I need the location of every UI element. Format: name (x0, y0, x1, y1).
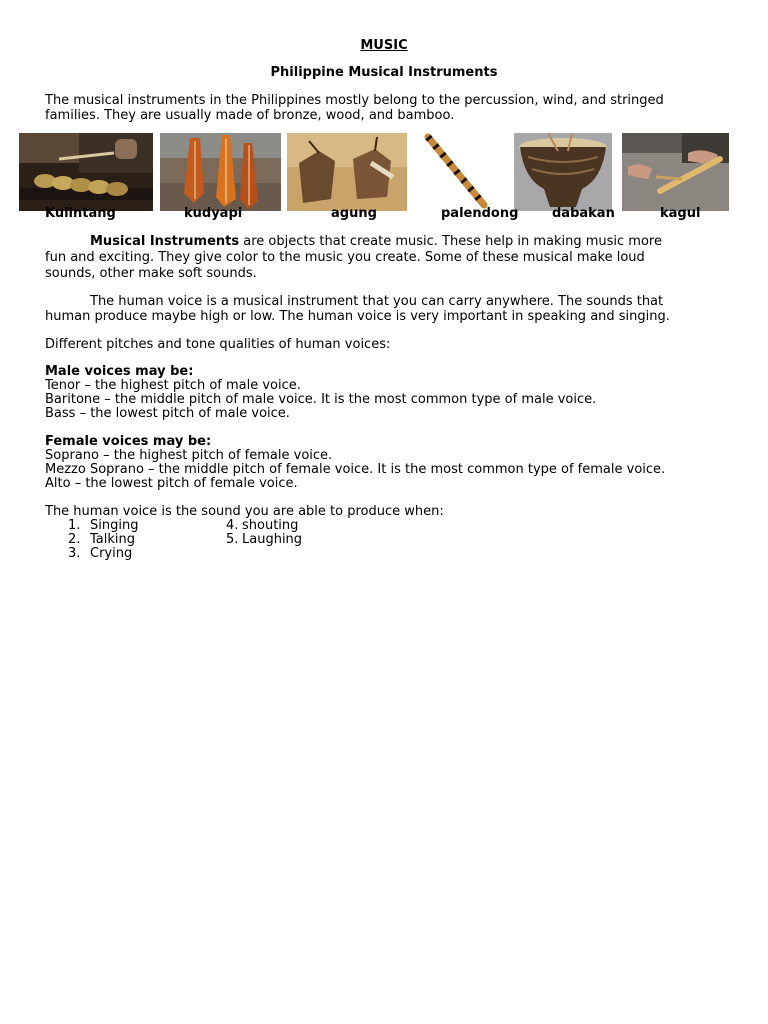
kulintang-photo (19, 133, 153, 211)
list-item: 3. Crying (68, 546, 133, 561)
para2-line-1: The human voice is a musical instrument that you can carry anywhere. The sounds that (90, 294, 664, 309)
caption-dabakan: dabakan (552, 206, 615, 221)
caption-kudyapi: kudyapi (184, 206, 243, 221)
pitches-intro: Different pitches and tone qualities of human voices: (45, 337, 391, 352)
para2-line-2: human produce maybe high or low. The human voice is very important in speaking and singing. (45, 309, 670, 324)
male-voice-tenor: Tenor – the highest pitch of male voice. (45, 378, 301, 393)
palendong-photo (414, 133, 506, 211)
male-voices-heading: Male voices may be: (45, 364, 194, 379)
para1-line-3: sounds, other make soft sounds. (45, 266, 257, 281)
caption-kulintang: Kulintang (45, 206, 116, 221)
female-voice-soprano: Soprano – the highest pitch of female voice. (45, 448, 333, 463)
male-voice-bass: Bass – the lowest pitch of male voice. (45, 406, 290, 421)
female-voices-heading: Female voices may be: (45, 434, 212, 449)
intro-line-2: families. They are usually made of bronze, wood, and bamboo. (45, 108, 455, 123)
musical-instruments-term: Musical Instruments (90, 234, 240, 249)
list-item: 4. shouting (226, 518, 299, 533)
list-item: 5. Laughing (226, 532, 303, 547)
list-item: 1. Singing (68, 518, 139, 533)
sounds-intro: The human voice is the sound you are able to produce when: (45, 504, 444, 519)
para1-line-1-rest: are objects that create music. These help in making music more (239, 234, 662, 249)
intro-line-1: The musical instruments in the Philippines mostly belong to the percussion, wind, and stringed (45, 93, 664, 108)
kudyapi-photo (160, 133, 281, 211)
heading: MUSIC (360, 38, 408, 53)
page-title: Philippine Musical Instruments (270, 65, 498, 80)
female-voice-mezzo: Mezzo Soprano – the middle pitch of female voice. It is the most common type of female voice. (45, 462, 666, 477)
dabakan-photo (514, 133, 612, 211)
female-voice-alto: Alto – the lowest pitch of female voice. (45, 476, 298, 491)
kagul-photo (622, 133, 729, 211)
agung-photo (287, 133, 407, 211)
para1-line-1 (90, 234, 662, 249)
caption-palendong: palendong (441, 206, 519, 221)
male-voice-baritone: Baritone – the middle pitch of male voice. It is the most common type of male voice. (45, 392, 597, 407)
list-item: 2. Talking (68, 532, 135, 547)
caption-kagul: kagul (660, 206, 701, 221)
para1-line-2: fun and exciting. They give color to the music you create. Some of these musical make loud (45, 250, 645, 265)
caption-agung: agung (331, 206, 377, 221)
